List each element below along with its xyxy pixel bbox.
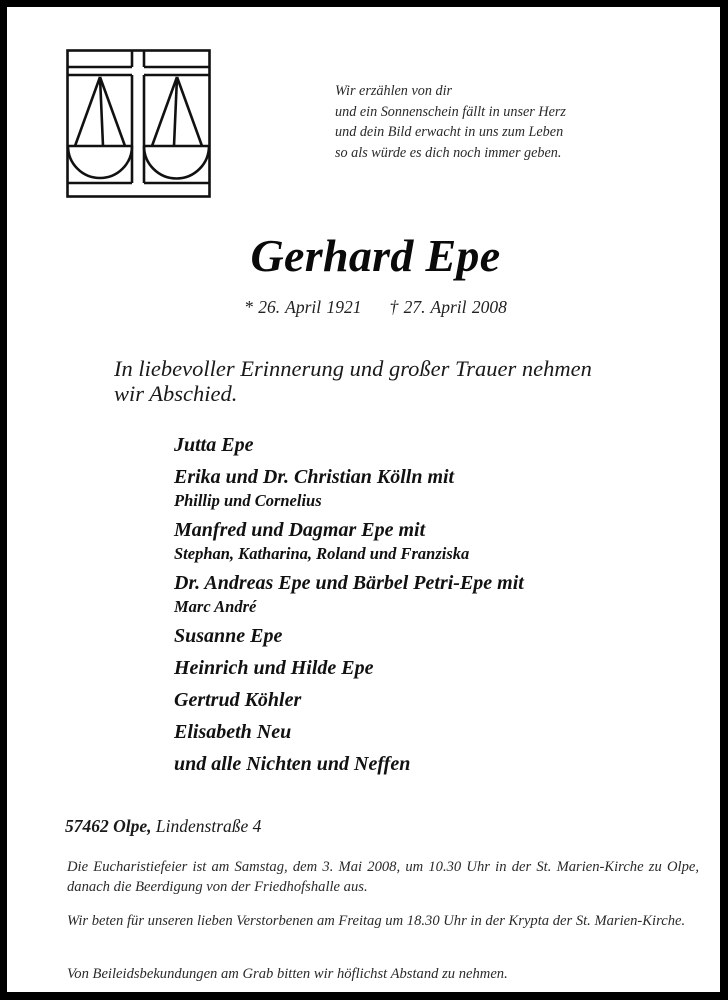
memorial-poem — [335, 81, 566, 163]
mourner-children: Marc André — [174, 597, 257, 616]
scales-of-justice-icon — [66, 49, 212, 199]
deceased-name: Gerhard Epe — [250, 230, 501, 281]
mourner-name: Manfred und Dagmar Epe mit — [174, 519, 426, 541]
mourner-name: Heinrich und Hilde Epe — [174, 657, 374, 679]
funeral-service-notice: Die Eucharistiefeier ist am Samstag, dem 3. Mai 2008, um 10.30 Uhr in der St. Marien-Kirche zu Olpe, danach die Beerdigung von der Friedhofshalle aus. — [67, 859, 699, 895]
poem-line: so als würde es dich noch immer geben. — [335, 144, 562, 161]
mourner-name: Susanne Epe — [174, 625, 283, 647]
poem-line: Wir erzählen von dir — [335, 83, 453, 99]
mourner-name: Dr. Andreas Epe und Bärbel Petri-Epe mit — [174, 572, 524, 594]
life-dates — [7, 297, 728, 318]
mourner-entry — [174, 751, 694, 777]
mourner-name: Gertrud Köhler — [174, 689, 302, 711]
mourner-entry — [174, 570, 694, 617]
farewell-line: wir Abschied. — [114, 381, 238, 406]
mourner-entry — [174, 517, 694, 564]
mourner-entry — [174, 687, 694, 713]
prayer-notice: Wir beten für unseren lieben Verstorbenen am Freitag um 18.30 Uhr in der Krypta der St. Marien-Kirche. — [67, 913, 686, 929]
mourner-entry — [174, 655, 694, 681]
mourner-entry — [174, 623, 694, 649]
address-city: 57462 Olpe, — [65, 816, 152, 836]
birth-date: * 26. April 1921 — [244, 297, 362, 317]
mourner-name: Erika und Dr. Christian Kölln mit — [174, 466, 455, 488]
farewell-line: In liebevoller Erinnerung und großer Trauer nehmen — [114, 356, 592, 381]
death-date: † 27. April 2008 — [389, 297, 507, 317]
address-street: Lindenstraße 4 — [155, 816, 262, 836]
obituary-page — [7, 7, 720, 992]
mourner-entry — [174, 464, 694, 511]
mourners-list — [174, 432, 694, 783]
mourner-entry — [174, 719, 694, 745]
mourner-children: Phillip und Cornelius — [174, 491, 322, 510]
family-address — [65, 816, 261, 837]
poem-line: und ein Sonnenschein fällt in unser Herz — [335, 103, 566, 120]
mourner-name: Jutta Epe — [174, 434, 254, 456]
poem-line: und dein Bild erwacht in uns zum Leben — [335, 124, 564, 140]
condolence-notice: Von Beileidsbekundungen am Grab bitten wir höflichst Abstand zu nehmen. — [67, 966, 508, 982]
mourner-name: und alle Nichten und Neffen — [174, 753, 411, 775]
farewell-text — [114, 356, 674, 406]
mourner-name: Elisabeth Neu — [174, 721, 292, 743]
mourner-entry — [174, 432, 694, 458]
mourner-children: Stephan, Katharina, Roland und Franziska — [174, 544, 470, 563]
